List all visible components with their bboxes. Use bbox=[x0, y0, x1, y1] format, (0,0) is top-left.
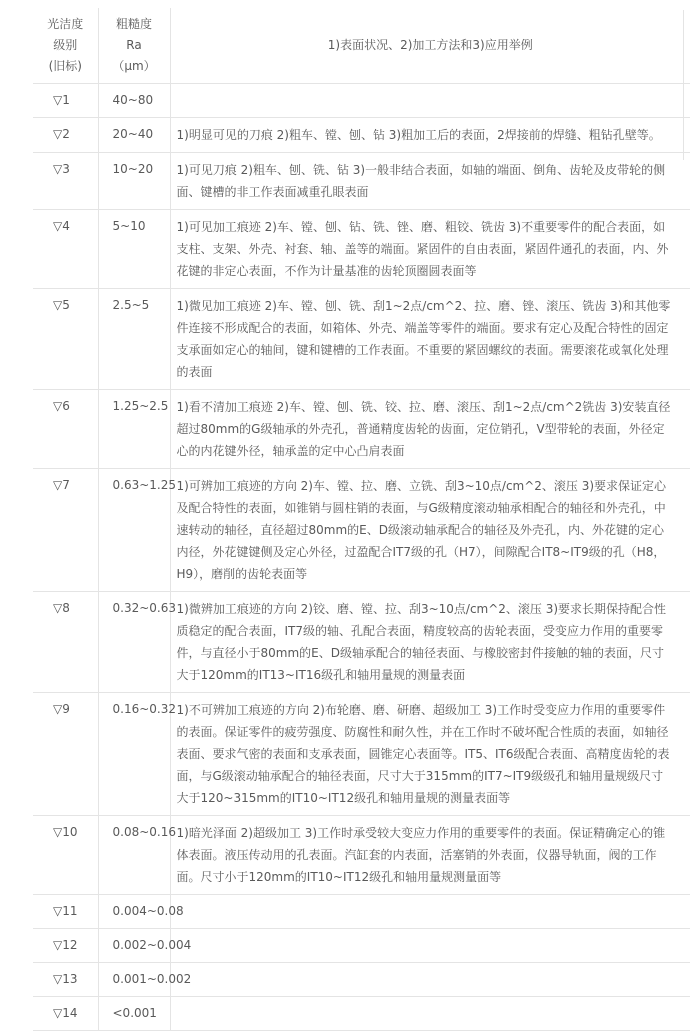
grade-cell: ▽11 bbox=[33, 895, 98, 929]
surface-roughness-table bbox=[33, 8, 690, 1031]
description-cell: 1)可见刀痕 2)粗车、刨、铣、钻 3)一般非结合表面，如轴的端面、倒角、齿轮及皮带轮的侧面、键槽的非工作表面减重孔眼表面 bbox=[170, 153, 690, 210]
ra-value-cell: 0.16~0.32 bbox=[98, 693, 170, 816]
header-grade-line1: 光洁度 bbox=[47, 17, 84, 31]
description-cell: 1)微辨加工痕迹的方向 2)铰、磨、镗、拉、刮3~10点/cm^2、滚压 3)要求长期保持配合性质稳定的配合表面，IT7级的轴、孔配合表面，精度较高的齿轮表面，受变应力作用的重要零件，与直径小于80mm的E、D级轴承配合的轴径表面、与橡胶密封件接触的轴的表面，尺寸大于120mm的IT13~IT16级孔和轴用量规的测量表面 bbox=[170, 592, 690, 693]
header-ra-line2: Ra bbox=[126, 38, 142, 52]
header-grade-line2: 级别 bbox=[53, 38, 78, 52]
ra-value-cell: <0.001 bbox=[98, 997, 170, 1031]
ra-value-cell: 0.08~0.16 bbox=[98, 816, 170, 895]
ra-value-cell: 0.32~0.63 bbox=[98, 592, 170, 693]
grade-cell: ▽3 bbox=[33, 153, 98, 210]
table-row bbox=[33, 84, 690, 118]
header-grade-column bbox=[33, 8, 98, 84]
header-ra-line1: 粗糙度 bbox=[115, 17, 152, 31]
table-row bbox=[33, 929, 690, 963]
description-cell: 1)可辨加工痕迹的方向 2)车、镗、拉、磨、立铣、刮3~10点/cm^2、滚压 3)要求保证定心及配合特性的表面，如锥销与圆柱销的表面，与G级精度滚动轴承相配合的轴径和外壳孔，中速转动的轴径，直径超过80mm的E、D级滚动轴承配合的轴径及外壳孔，内、外花键的定心内径，外花键键侧及定心外径，过盈配合IT7级的孔（H7），间隙配合IT8~IT9级的孔（H8，H9），磨削的齿轮表面等 bbox=[170, 469, 690, 592]
table-row bbox=[33, 210, 690, 289]
table-row bbox=[33, 390, 690, 469]
ra-value-cell: 0.63~1.25 bbox=[98, 469, 170, 592]
grade-cell: ▽9 bbox=[33, 693, 98, 816]
table-row bbox=[33, 153, 690, 210]
description-cell: 1)可见加工痕迹 2)车、镗、刨、钻、铣、锉、磨、粗铰、铣齿 3)不重要零件的配合表面，如支柱、支架、外壳、衬套、轴、盖等的端面。紧固件的自由表面，紧固件通孔的表面，内、外花键的非定心表面，不作为计量基准的齿轮顶圈圆表面等 bbox=[170, 210, 690, 289]
grade-cell: ▽12 bbox=[33, 929, 98, 963]
description-cell bbox=[170, 963, 690, 997]
table-row bbox=[33, 693, 690, 816]
ra-value-cell: 5~10 bbox=[98, 210, 170, 289]
header-row bbox=[33, 8, 690, 84]
ra-value-cell: 0.004~0.08 bbox=[98, 895, 170, 929]
grade-cell: ▽5 bbox=[33, 289, 98, 390]
grade-cell: ▽14 bbox=[33, 997, 98, 1031]
grade-cell: ▽8 bbox=[33, 592, 98, 693]
grade-cell: ▽2 bbox=[33, 118, 98, 153]
table-row bbox=[33, 816, 690, 895]
table-right-edge-border bbox=[683, 10, 684, 160]
grade-cell: ▽1 bbox=[33, 84, 98, 118]
grade-cell: ▽4 bbox=[33, 210, 98, 289]
table-row bbox=[33, 895, 690, 929]
ra-value-cell: 2.5~5 bbox=[98, 289, 170, 390]
description-cell bbox=[170, 929, 690, 963]
table-row bbox=[33, 469, 690, 592]
table-row bbox=[33, 289, 690, 390]
table-row bbox=[33, 118, 690, 153]
grade-cell: ▽6 bbox=[33, 390, 98, 469]
grade-cell: ▽7 bbox=[33, 469, 98, 592]
description-cell bbox=[170, 997, 690, 1031]
ra-value-cell: 0.001~0.002 bbox=[98, 963, 170, 997]
table-row bbox=[33, 592, 690, 693]
header-ra-column bbox=[98, 8, 170, 84]
table-row bbox=[33, 963, 690, 997]
description-cell: 1)微见加工痕迹 2)车、镗、刨、铣、刮1~2点/cm^2、拉、磨、锉、滚压、铣齿 3)和其他零件连接不形成配合的表面，如箱体、外壳、端盖等零件的端面。要求有定心及配合特性的固定支承面如定心的轴间，键和键槽的工作表面。不重要的紧固螺纹的表面。需要滚花或氧化处理的表面 bbox=[170, 289, 690, 390]
ra-value-cell: 10~20 bbox=[98, 153, 170, 210]
ra-value-cell: 1.25~2.5 bbox=[98, 390, 170, 469]
ra-value-cell: 40~80 bbox=[98, 84, 170, 118]
header-description-column: 1)表面状况、2)加工方法和3)应用举例 bbox=[170, 8, 690, 84]
description-cell: 1)看不清加工痕迹 2)车、镗、刨、铣、铰、拉、磨、滚压、刮1~2点/cm^2铣齿 3)安装直径超过80mm的G级轴承的外壳孔，普通精度齿轮的齿面，定位销孔，V型带轮的表面，外径定心的内花键外径，轴承盖的定中心凸肩表面 bbox=[170, 390, 690, 469]
grade-cell: ▽10 bbox=[33, 816, 98, 895]
description-cell bbox=[170, 895, 690, 929]
grade-cell: ▽13 bbox=[33, 963, 98, 997]
header-ra-line3: （μm） bbox=[112, 59, 156, 73]
description-cell: 1)明显可见的刀痕 2)粗车、镗、刨、钻 3)粗加工后的表面，2焊接前的焊缝、粗钻孔壁等。 bbox=[170, 118, 690, 153]
ra-value-cell: 0.002~0.004 bbox=[98, 929, 170, 963]
table-row bbox=[33, 997, 690, 1031]
header-grade-line3: (旧标) bbox=[48, 59, 82, 73]
ra-value-cell: 20~40 bbox=[98, 118, 170, 153]
description-cell: 1)不可辨加工痕迹的方向 2)布轮磨、磨、研磨、超级加工 3)工作时受变应力作用的重要零件的表面。保证零件的疲劳强度、防腐性和耐久性，并在工作时不破坏配合性质的表面，如轴径表面、要求气密的表面和支承表面，圆锥定心表面等。IT5、IT6级配合表面、高精度齿轮的表面，与G级滚动轴承配合的轴径表面，尺寸大于315mm的IT7~IT9级级孔和轴用量规级尺寸大于120~315mm的IT10~IT12级孔和轴用量规的测量表面等 bbox=[170, 693, 690, 816]
description-cell: 1)暗光泽面 2)超级加工 3)工作时承受较大变应力作用的重要零件的表面。保证精确定心的锥体表面。液压传动用的孔表面。汽缸套的内表面，活塞销的外表面，仪器导轨面，阀的工作面。尺寸小于120mm的IT10~IT12级孔和轴用量规测量面等 bbox=[170, 816, 690, 895]
table-body bbox=[33, 84, 690, 1031]
description-cell bbox=[170, 84, 690, 118]
table-header bbox=[33, 8, 690, 84]
